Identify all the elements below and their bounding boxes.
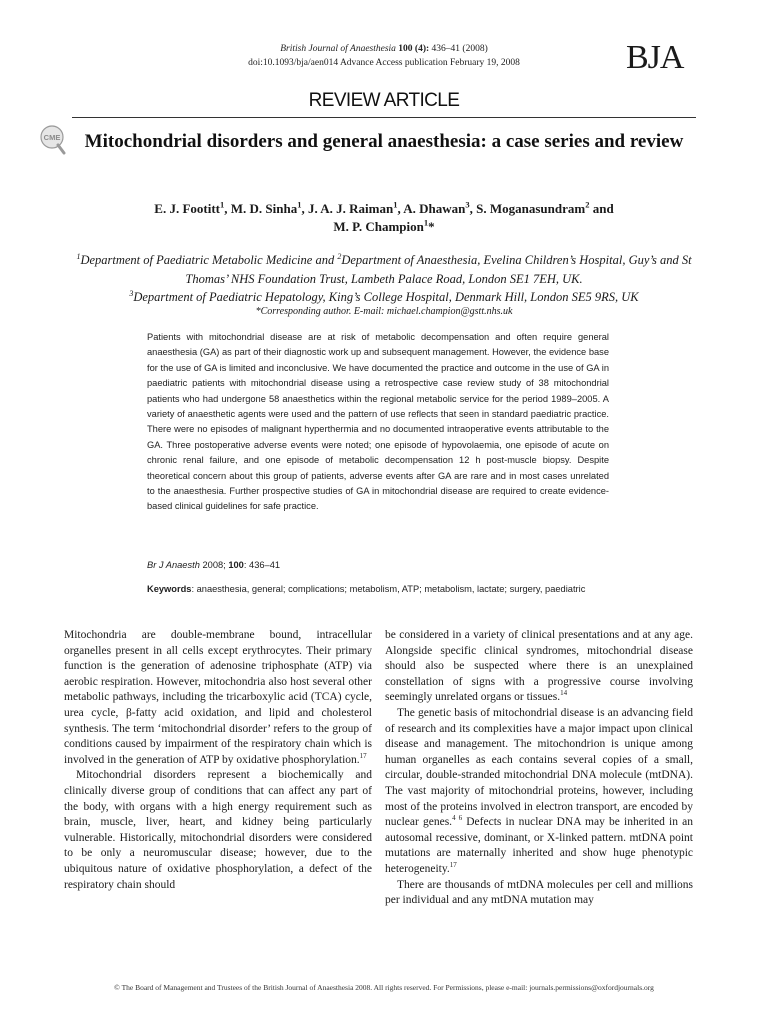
author-separator: and bbox=[589, 201, 614, 216]
keywords: Keywords: anaesthesia, general; complications; metabolism, ATP; metabolism, lactate; surgery, paediatric bbox=[147, 584, 586, 594]
author-separator: , bbox=[397, 201, 404, 216]
journal-name: British Journal of Anaesthesia bbox=[280, 44, 396, 54]
article-title: Mitochondrial disorders and general anaesthesia: a case series and review bbox=[84, 131, 684, 152]
author-affiliation-mark: 1 bbox=[423, 217, 429, 228]
author-separator: , bbox=[224, 201, 231, 216]
body-column-left bbox=[64, 628, 372, 893]
section-label: REVIEW ARTICLE bbox=[308, 90, 460, 111]
body-paragraph: Mitochondrial disorders represent a biochemically and clinically diverse group of conditions that can affect any part of the body, with organs with a high energy requirement such as brain, muscle, liver, heart, and kidney being particularly vulnerable. Historically, mitochondrial disorders were considered to be only a neuromuscular disease; however, due to the ubiquitous nature of oxidative phosphorylation, a defect of the respiratory chain should bbox=[64, 769, 372, 891]
author-name: J. A. J. Raiman bbox=[307, 201, 394, 216]
author-affiliation-mark: 2 bbox=[585, 199, 590, 210]
affiliation-3: $^3$Department of Paediatric Hepatology, King’s College Hospital, Denmark Hill, London SE5 9RS, UK bbox=[129, 288, 639, 304]
bja-logo: BJA bbox=[626, 39, 684, 76]
doi-line: doi:10.1093/bja/aen014 Advance Access publication February 19, 2008 bbox=[248, 58, 520, 68]
affiliations bbox=[70, 251, 698, 307]
body-paragraph: Mitochondria are double-membrane bound, intracellular organelles present in all cells except erythrocytes. Their primary function is the generation of adenosine triphosphate (ATP) via aerobic respiration. However, mitochondria also host several other metabolic pathways, including the tricarboxylic acid (TCA) cycle, urea cycle, β-fatty acid oxidation, and lipid and cholesterol synthesis. The term ‘mitochondrial disorder’ refers to the group of conditions caused by impairment of the respiratory chain which is involved in the generation of ATP by oxidative phosphorylation.$^{17}$ bbox=[64, 629, 372, 766]
author-name: E. J. Footitt bbox=[154, 201, 221, 216]
journal-volume: 100 (4): bbox=[398, 44, 430, 54]
author-name: A. Dhawan bbox=[403, 201, 466, 216]
author-name: M. P. Champion bbox=[333, 219, 424, 234]
author-affiliation-mark: 1 bbox=[393, 199, 398, 210]
copyright-footer: © The Board of Management and Trustees of the British Journal of Anaesthesia 2008. All rights reserved. For Permissions, please e-mail: journals.permissions@oxfordjournals.org bbox=[114, 983, 654, 992]
author-list bbox=[84, 200, 684, 236]
corresponding-author: *Corresponding author. E-mail: michael.champion@gstt.nhs.uk bbox=[255, 306, 513, 317]
body-paragraph: be considered in a variety of clinical presentations and at any age. Alongside specific clinical syndromes, mitochondrial disease should also be suspected where there is an unexplained constellation of signs with a progressive course involving seemingly unrelated organs or tissues.$^{14}$ bbox=[385, 629, 693, 704]
author-name: M. D. Sinha bbox=[230, 201, 298, 216]
journal-citation: Br J Anaesth 2008; 100: 436–41 bbox=[147, 560, 281, 570]
author-affiliation-mark: 1 bbox=[297, 199, 302, 210]
body-column-right bbox=[385, 628, 693, 909]
header-divider bbox=[72, 117, 696, 118]
author-affiliation-mark: 3 bbox=[465, 199, 470, 210]
journal-pages: 436–41 (2008) bbox=[431, 44, 488, 54]
author-separator: * bbox=[428, 219, 435, 234]
cme-badge-label: CME bbox=[43, 133, 61, 142]
body-paragraph: There are thousands of mtDNA molecules per cell and millions per individual and any mtDNA mutation may bbox=[385, 878, 693, 907]
author-separator: , bbox=[301, 201, 308, 216]
author-affiliation-mark: 1 bbox=[220, 199, 225, 210]
body-paragraph: The genetic basis of mitochondrial disease is an advancing field of research and its complexities have a major impact upon clinical disease and management. The mitochondrion is unique among human organelles as each contains several copies of a small, circular, double-stranded mitochondrial DNA molecule (mtDNA). The vast majority of mitochondrial proteins, however, including most of the proteins involved in electron transport, are encoded by nuclear genes.$^{4 6}$ Defects in nuclear DNA may be inherited in an autosomal recessive, dominant, or X-linked pattern. mtDNA point mutations are maternally inherited and show huge phenotypic heterogeneity.$^{17}$ bbox=[385, 706, 693, 875]
cme-badge-icon bbox=[38, 124, 68, 156]
affiliation-1-2: $^1$Department of Paediatric Metabolic Medicine and $^2$Department of Anaesthesia, Evelina Children’s Hospital, Guy’s and St Thomas’ NHS Foundation Trust, Lambeth Palace Road, London SE1 7EH, UK. bbox=[76, 251, 692, 286]
author-separator: , bbox=[469, 201, 477, 216]
abstract: Patients with mitochondrial disease are at risk of metabolic decompensation and often require general anaesthesia (GA) as part of their diagnostic work up and subsequent management. However, the evidence base for the use of GA is limited and inconclusive. We have documented the practice and outcome in the use of GA in paediatric patients with mitochondrial disease using a retrospective case review study of 38 mitochondrial patients who had undergone 58 anaesthetics within the regional metabolic service for the period 1989–2005. A variety of anaesthetic agents were used and the pattern of use reflects that seen in standard paediatric practice. There were no episodes of malignant hyperthermia and no documented intraoperative events attributable to the GA. Three postoperative adverse events were noted; one episode of hypovolaemia, one episode of acute on chronic renal failure, and one episode of metabolic decompensation 12 h post-muscle biopsy. Despite theoretical concern about this group of patients, adverse events after GA are rare and in most cases unrelated to the anaesthesia. Further prospective studies of GA in mitochondrial disease are required to create evidence-based clinical guidelines for safe practice. bbox=[147, 332, 609, 512]
author-name: S. Moganasundram bbox=[476, 201, 586, 216]
